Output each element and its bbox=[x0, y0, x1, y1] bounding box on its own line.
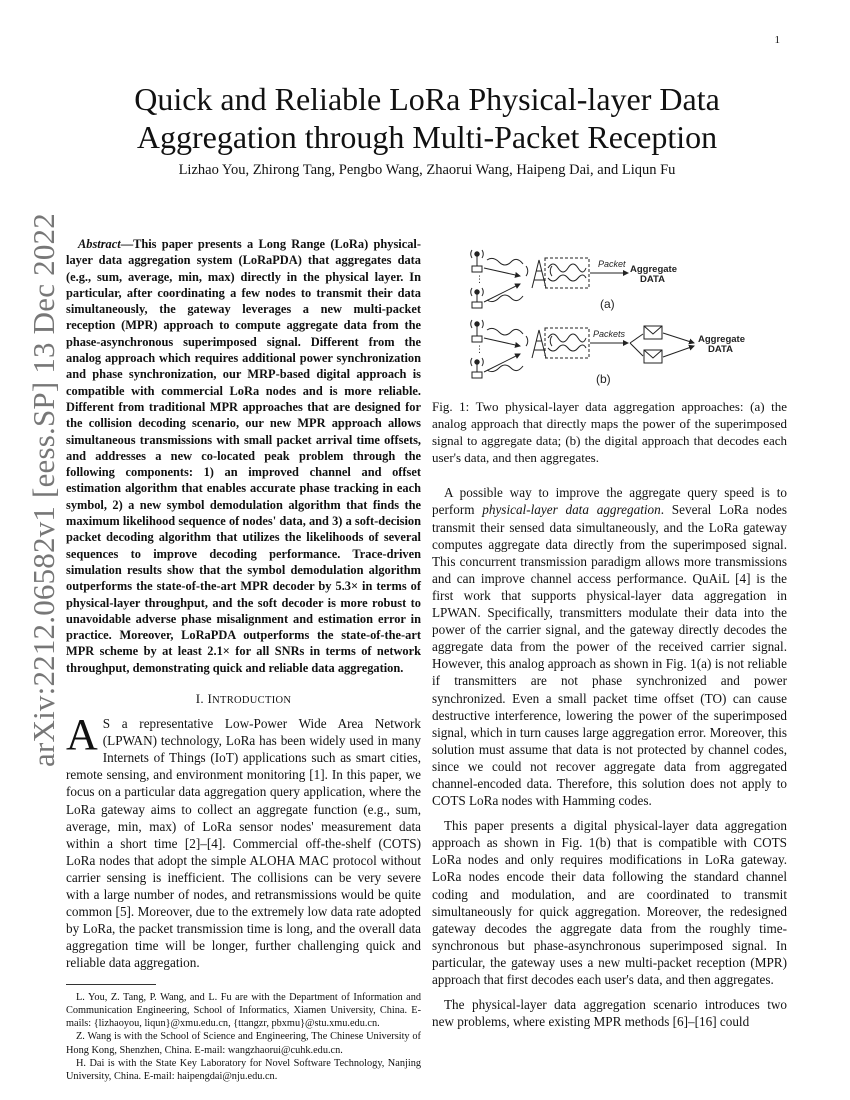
paragraph-3: The physical-layer data aggregation scenario introduces two new problems, where existing MPR methods [6]–[16] could bbox=[432, 997, 787, 1030]
section-heading-introduction bbox=[66, 690, 421, 709]
section-title-rest: NTRODUCTION bbox=[212, 695, 292, 707]
paragraph-1-rest: . Several LoRa nodes transmit their sensed data simultaneously, and the LoRa gateway computes aggregate data directly from the superimposed signal. This concurrent transmission paradigm allows more transmissions and can improve channel access performance. QuAiL [4] is the first work that supports physical-layer data aggregation in LPWAN. Specifically, transmitters modulate their data into the power of the carrier signal, and the gateway directly decodes the aggregate data from the power of the received carrier signal. However, this analog approach as shown in Fig. 1(a) is not reliable if transmitters are not phase synchronized and power synchronized. Even a small packet time offset (TO) can cause destructive interference, lowering the power of the superimposed signal, which in turn causes large aggregation error. Moreover, this solution must assume that data is not protected by channel codes, since we could not recover aggregate data from aggregated channel-encoded data. Therefore, this solution does not apply to COTS LoRa nodes with Hamming codes. bbox=[432, 502, 787, 809]
footnote-2: Z. Wang is with the School of Science and Engineering, The Chinese University of Hong Kong, Shenzhen, China. E-mail: wangzhaorui@cuhk.edu.cn. bbox=[66, 1031, 421, 1056]
footnote-3: H. Dai is with the State Key Laboratory for Novel Software Technology, Nanjing University, China. E-mail: haipengdai@nju.edu.cn. bbox=[66, 1058, 421, 1083]
packets-label: Packets bbox=[593, 329, 626, 339]
page-number: 1 bbox=[774, 34, 780, 46]
abstract-text: —This paper presents a Long Range (LoRa) physical-layer data aggregation system (LoRaPDA) that aggregates data (e.g., sum, average, min, max) directly in the physical layer. In particular, after coordinating a few nodes to transmit their data simultaneously, the gateway leverages a new multi-packet reception (MPR) approach to compute aggregate data from the phase-asynchronous superimposed signal. Different from the analog approach which requires additional power synchronization and phase synchronization, our MRP-based digital approach is compatible with commercial LoRa nodes and is more reliable. Different from traditional MPR approaches that are designed for the collision decoding scenario, our new MPR approach allows simultaneous transmissions with small packet arrival time offsets, and addresses a new co-located peak problem through the following components: 1) an improved channel and offset estimation algorithm that enables accurate phase tracking in each symbol, 2) a new symbol demodulation algorithm that finds the maximum likelihood sequence of nodes' data, and 3) a soft-decision packet decoding algorithm that utilizes the likelihoods of several sequences to improve decoding performance. Trace-driven simulation results show that the symbol demodulation algorithm outperforms the state-of-the-art MPR decoder by 5.3× in terms of physical-layer throughput, and the soft decoder is more robust to unavoidable adverse phase misalignment and estimation error in practice. Moreover, LoRaPDA outperforms the state-of-the-art MPR scheme by at least 2.1× for all SNRs in terms of network throughput, demonstrating quick and reliable data aggregation. bbox=[66, 237, 421, 675]
arxiv-stamp bbox=[14, 213, 74, 767]
aggregate-label-a: Aggregate bbox=[630, 264, 677, 275]
title-line-2: Aggregation through Multi-Packet Reception bbox=[136, 119, 718, 155]
data-label-b: DATA bbox=[708, 344, 733, 355]
right-column bbox=[432, 238, 787, 1038]
data-label-a: DATA bbox=[640, 274, 665, 285]
svg-text:⋮: ⋮ bbox=[475, 344, 484, 354]
abstract-label: Abstract bbox=[78, 237, 121, 251]
left-column bbox=[66, 236, 421, 1084]
section-number: I. bbox=[195, 691, 204, 707]
footnote-rule bbox=[66, 984, 156, 985]
subfigure-b-label: (b) bbox=[596, 372, 611, 386]
section-title-first: I bbox=[207, 691, 213, 707]
svg-text:⋮: ⋮ bbox=[475, 274, 484, 284]
arxiv-stamp-text: arXiv:2212.06582v1 [eess.SP] 13 Dec 2022 bbox=[26, 213, 61, 767]
drop-cap: A bbox=[66, 710, 98, 760]
title-line-1: Quick and Reliable LoRa Physical-layer Data bbox=[134, 81, 720, 117]
packet-label: Packet bbox=[598, 259, 626, 269]
intro-text: S a representative Low-Power Wide Area Network (LPWAN) technology, LoRa has been widely used in many Internets of Things (IoT) applications such as smart cities, remote sensing, and environment monitoring [1]. In this paper, we focus on a particular data aggregation query application, where the LoRa gateway aims to collect an aggregate function (e.g., sum, average, min, max) of LoRa sensor nodes' measurement data within a short time [2]–[4]. Commercial off-the-shelf (COTS) LoRa nodes that adopt the simple ALOHA MAC protocol without carrier sensing is inefficient. The collisions can be very severe with a large number of nodes, and retransmissions would be quite common [5]. Moreover, due to the extremely low data rate adopted by LoRa, the packet transmission time is long, and the overall data aggregation time will be longer, further challenging quick and reliable data aggregation. bbox=[66, 716, 421, 971]
intro-paragraph bbox=[66, 710, 421, 971]
aggregate-label-b: Aggregate bbox=[698, 334, 745, 345]
figure-caption: Fig. 1: Two physical-layer data aggregation approaches: (a) the analog approach that directly maps the power of the superimposed signal to aggregate data; (b) the digital approach that decodes each user's data, and then aggregates. bbox=[432, 399, 787, 466]
paragraph-2: This paper presents a digital physical-layer data aggregation approach as shown in Fig. 1(b) that is compatible with COTS LoRa nodes and only requires modifications in LoRa gateway. LoRa nodes encode their data following the standard channel coding and modulation, and are coordinated to transmit simultaneously for quick aggregation. Moreover, the redesigned gateway decodes the aggregate data from the roughly time-synchronous but phase-asynchronous superimposed signal. In particular, the gateway uses a new multi-packet reception (MPR) approach that first decodes each user's data, and then aggregates. bbox=[432, 818, 787, 987]
node-icons-b bbox=[471, 320, 694, 378]
paragraph-1-emphasis: physical-layer data aggregation bbox=[482, 502, 661, 518]
figure-1-diagram bbox=[432, 238, 787, 396]
authors: Lizhao You, Zhirong Tang, Pengbo Wang, Zhaorui Wang, Haipeng Dai, and Liqun Fu bbox=[178, 162, 676, 178]
paragraph-1-start: A possible way to improve the aggregate query speed is to perform bbox=[432, 485, 787, 518]
paper-title bbox=[70, 80, 784, 156]
paragraph-1 bbox=[432, 484, 787, 809]
footnote-1: L. You, Z. Tang, P. Wang, and L. Fu are with the Department of Information and Communication Engineering, School of Informatics, Xiamen University, China. E-mails: {lizhaoyou, liqun}@xmu.edu.cn, {ttangzr, pbxmu}@stu.xmu.edu.cn. bbox=[66, 991, 421, 1030]
subfigure-a-label: (a) bbox=[600, 297, 615, 311]
figure-1 bbox=[432, 238, 787, 396]
abstract bbox=[66, 236, 421, 676]
